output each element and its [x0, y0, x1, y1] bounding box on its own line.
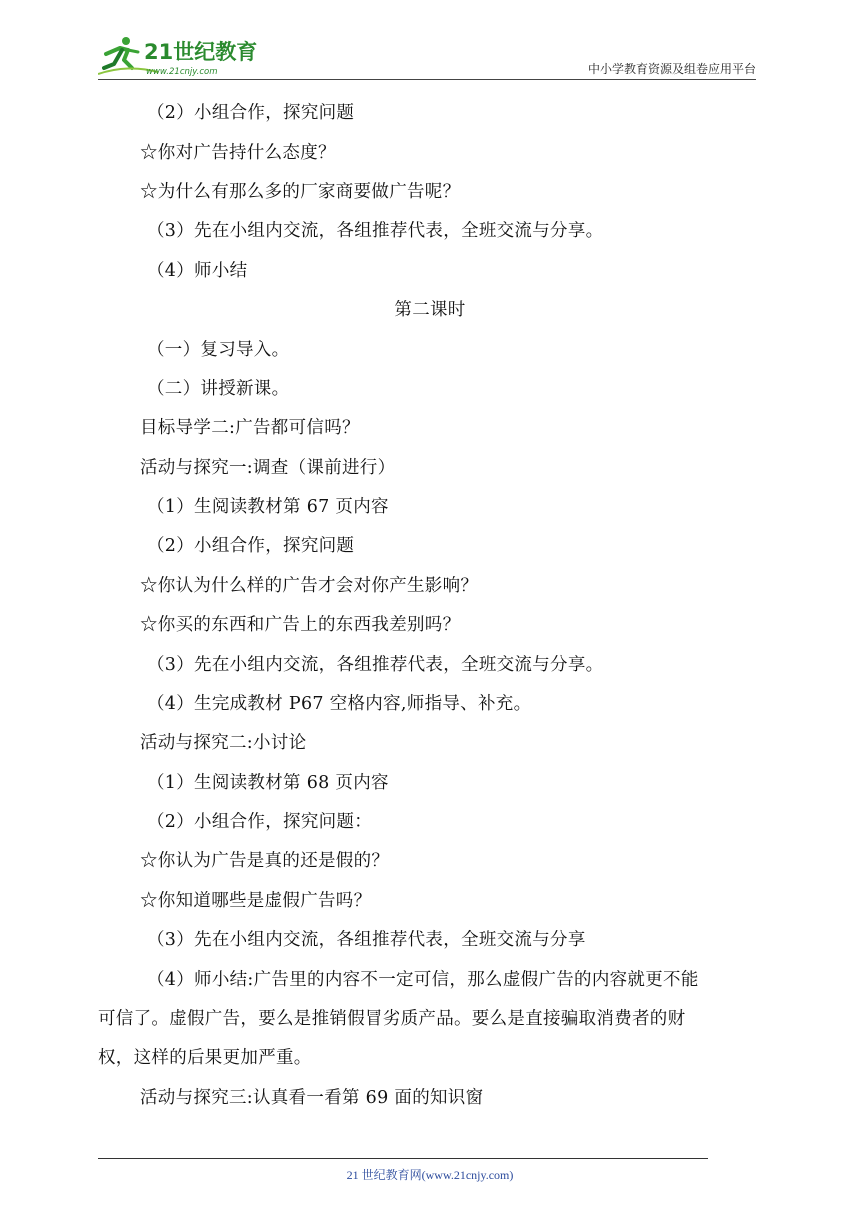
- text-line: 活动与探究三:认真看一看第 69 面的知识窗: [140, 1088, 484, 1108]
- text-line: ☆你知道哪些是虚假广告吗？: [140, 891, 372, 911]
- text-line: ☆你对广告持什么态度？: [140, 143, 336, 163]
- footer-divider: [98, 1158, 708, 1159]
- text-line: 目标导学二:广告都可信吗？: [140, 418, 360, 438]
- text-line: ☆为什么有那么多的厂家商要做广告呢？: [140, 182, 461, 202]
- text-line: （3）先在小组内交流，各组推荐代表，全班交流与分享。: [147, 221, 604, 241]
- text-line: （1）生阅读教材第 67 页内容: [147, 497, 389, 517]
- 21cnjy-logo: [98, 34, 278, 78]
- header-tagline: 中小学教育资源及组卷应用平台: [587, 62, 756, 76]
- text-line: ☆你认为广告是真的还是假的？: [140, 851, 390, 871]
- text-line: 活动与探究二:小讨论: [140, 733, 307, 753]
- page-header: [98, 30, 756, 80]
- text-line: （4）师小结: [147, 261, 248, 281]
- text-line: （2）小组合作，探究问题: [147, 103, 355, 123]
- text-line: （3）先在小组内交流，各组推荐代表，全班交流与分享。: [147, 655, 604, 675]
- section-heading: 第二课时: [394, 300, 466, 320]
- text-line: （4）师小结:广告里的内容不一定可信，那么虚假广告的内容就更不能: [147, 970, 699, 990]
- text-line: 权，这样的后果更加严重。: [98, 1048, 312, 1068]
- text-line: 活动与探究一:调查（课前进行）: [140, 458, 396, 478]
- text-line: （2）小组合作，探究问题: [147, 536, 355, 556]
- text-line: （一）复习导入。: [147, 340, 290, 360]
- text-line: （3）先在小组内交流，各组推荐代表，全班交流与分享: [147, 930, 586, 950]
- text-line: （1）生阅读教材第 68 页内容: [147, 773, 389, 793]
- svg-text:21世纪教育: 21世纪教育: [144, 40, 258, 64]
- text-line: （2）小组合作，探究问题：: [147, 812, 373, 832]
- text-line: ☆你买的东西和广告上的东西我差别吗？: [140, 615, 461, 635]
- footer-link[interactable]: 21 世纪教育网(www.21cnjy.com): [346, 1168, 514, 1182]
- text-line: 可信了。虚假广告，要么是推销假冒劣质产品。要么是直接骗取消费者的财: [98, 1009, 686, 1029]
- text-line: （4）生完成教材 P67 空格内容,师指导、补充。: [147, 694, 532, 714]
- text-line: ☆你认为什么样的广告才会对你产生影响？: [140, 576, 479, 596]
- svg-text:www.21cnjy.com: www.21cnjy.com: [146, 67, 218, 77]
- text-line: （二）讲授新课。: [147, 379, 290, 399]
- header-divider: [98, 79, 756, 80]
